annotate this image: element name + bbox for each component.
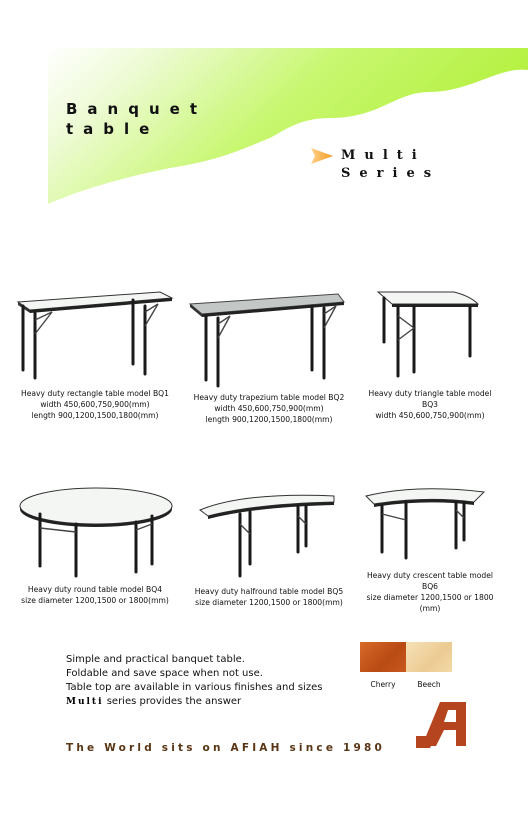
page-title-line2: table bbox=[66, 120, 160, 138]
description-line: Foldable and save space when not use. bbox=[66, 668, 263, 679]
caption-line: width 450,600,750,900(mm) bbox=[40, 400, 150, 409]
description-line bbox=[66, 695, 322, 709]
finish-swatch-cherry bbox=[360, 642, 406, 689]
caption-line: BQ6 bbox=[421, 582, 439, 591]
caption-line: size diameter 1200,1500 or 1800 bbox=[366, 593, 494, 602]
beech-swatch bbox=[406, 642, 452, 672]
round-table-icon bbox=[10, 484, 180, 580]
rectangle-table-icon bbox=[12, 288, 178, 384]
caption-line: size diameter 1200,1500 or 1800(mm) bbox=[21, 596, 169, 605]
trapezium-table-icon bbox=[186, 290, 352, 390]
cherry-swatch bbox=[360, 642, 406, 672]
product-card-bq2 bbox=[186, 290, 352, 425]
crescent-table-icon bbox=[356, 480, 504, 566]
caption-line: Heavy duty crescent table model bbox=[366, 571, 494, 580]
tagline: The World sits on AFIAH since 1980 bbox=[66, 742, 386, 754]
caption-line: (mm) bbox=[419, 604, 441, 613]
series-title-line2: Series bbox=[341, 166, 441, 181]
triangle-table-icon bbox=[358, 286, 502, 382]
description-text: series provides the answer bbox=[106, 696, 242, 707]
caption-line: width 450,600,750,900(mm) bbox=[214, 404, 324, 413]
caption-line: Heavy duty trapezium table model BQ2 bbox=[193, 393, 345, 402]
caption-line: length 900,1200,1500,1800(mm) bbox=[31, 411, 159, 420]
swatch-label: Beech bbox=[417, 680, 441, 689]
caption-line: width 450,600,750,900(mm) bbox=[375, 411, 485, 420]
series-arrow-icon bbox=[311, 148, 333, 164]
swatch-label: Cherry bbox=[370, 680, 396, 689]
product-card-bq4 bbox=[10, 484, 180, 606]
caption-line: Heavy duty round table model BQ4 bbox=[27, 585, 163, 594]
product-card-bq3 bbox=[358, 286, 502, 421]
multi-brand-word: Multi bbox=[66, 697, 104, 707]
series-title-line1: Multi bbox=[341, 148, 426, 163]
product-card-bq1 bbox=[12, 288, 178, 421]
description-line: Simple and practical banquet table. bbox=[66, 654, 245, 665]
caption-line: Heavy duty halfround table model BQ5 bbox=[194, 587, 344, 596]
caption-line: Heavy duty rectangle table model BQ1 bbox=[21, 389, 169, 398]
caption-line: length 900,1200,1500,1800(mm) bbox=[205, 415, 333, 424]
halfround-table-icon bbox=[184, 490, 354, 584]
description-block bbox=[66, 653, 322, 709]
afiah-logo-icon bbox=[414, 696, 470, 752]
caption-line: Heavy duty triangle table model bbox=[368, 389, 492, 398]
caption-line: size diameter 1200,1500 or 1800(mm) bbox=[195, 598, 343, 607]
caption-line: BQ3 bbox=[421, 400, 439, 409]
description-line: Table top are available in various finishes and sizes bbox=[66, 682, 323, 693]
finish-swatch-beech bbox=[406, 642, 452, 689]
product-card-bq6 bbox=[356, 480, 504, 614]
product-card-bq5 bbox=[184, 490, 354, 608]
page-title-line1: Banquet bbox=[66, 100, 207, 118]
